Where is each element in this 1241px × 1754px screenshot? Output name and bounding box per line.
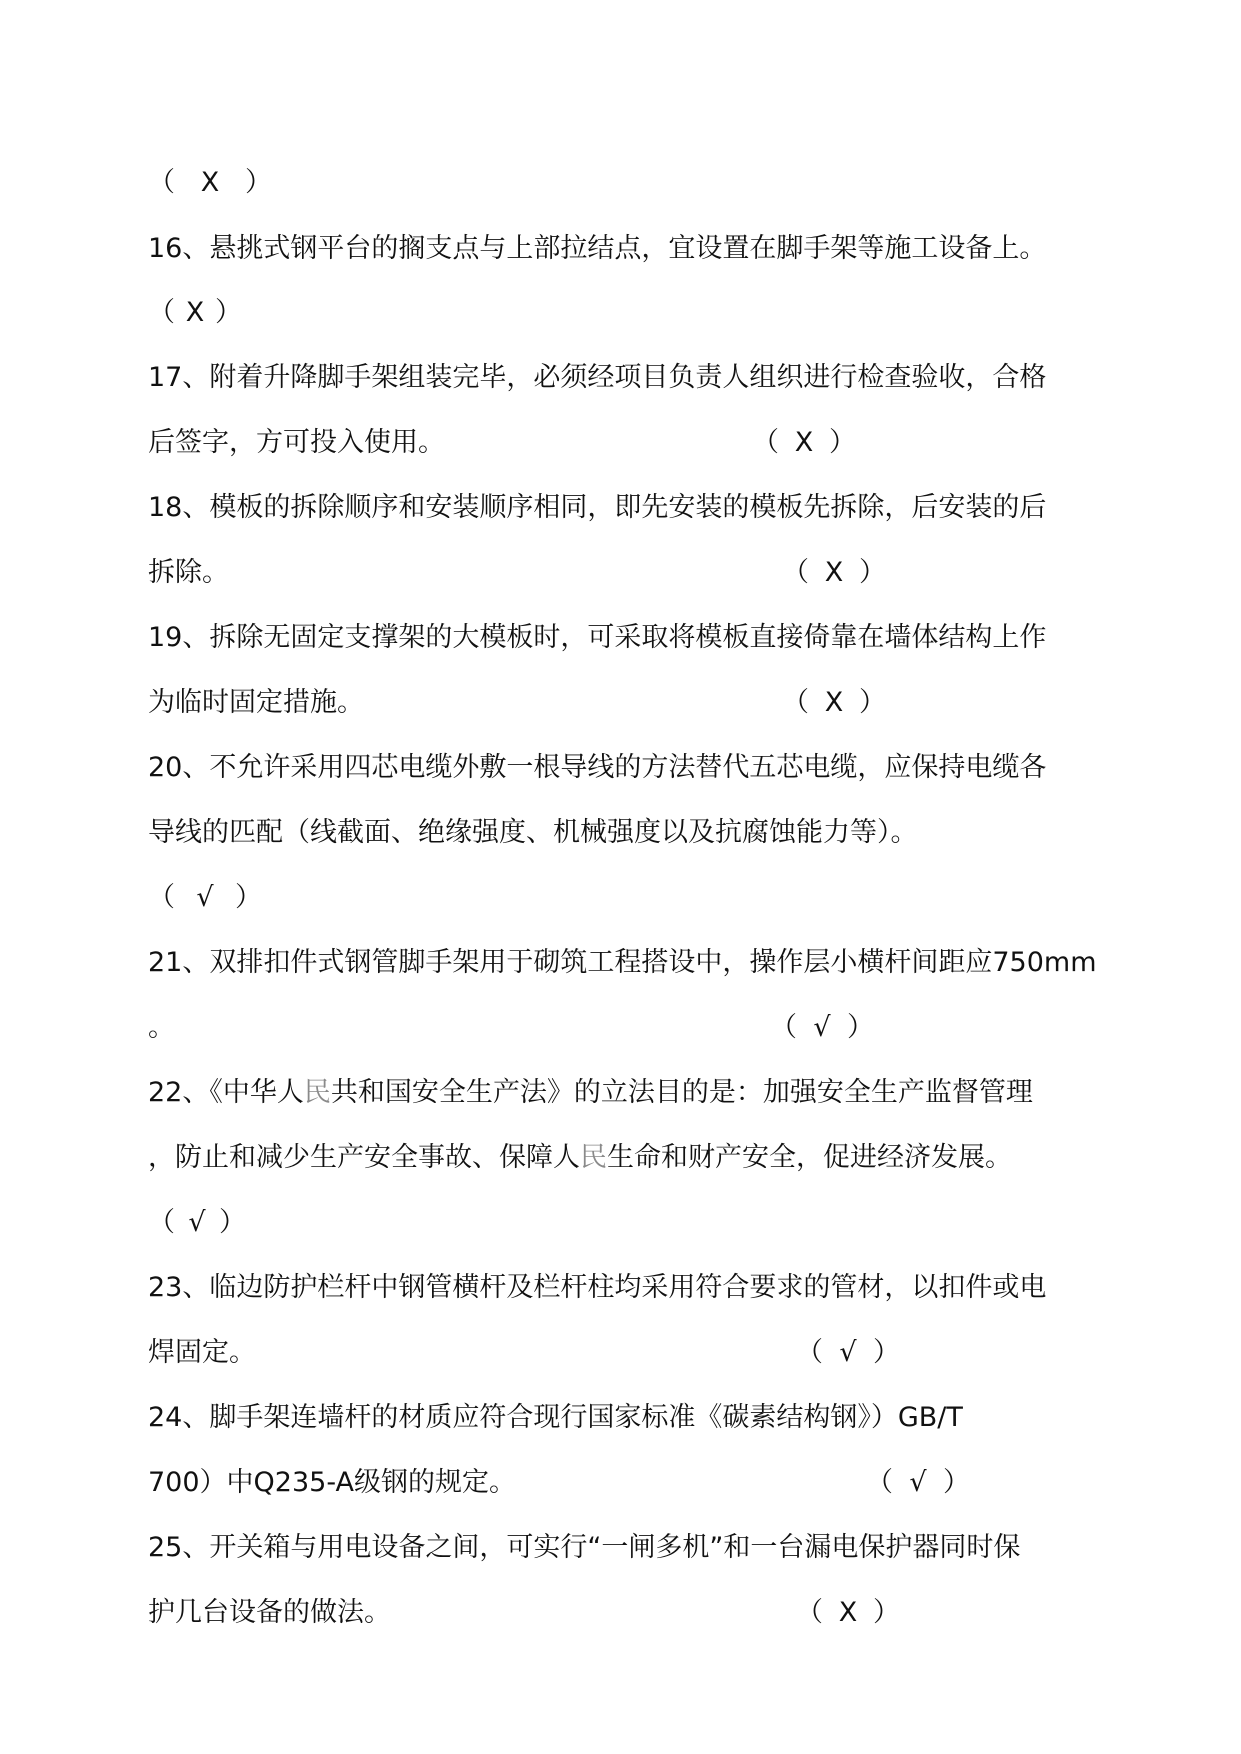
question-18-answer: （ X ） <box>782 557 886 588</box>
question-22-text-line2: ，防止和减少生产安全事故、保障人民生命和财产安全，促进经济发展。 <box>148 1142 1012 1173</box>
question-23-text-line2: 焊固定。 <box>148 1337 256 1368</box>
question-24-text-line1: 24、脚手架连墙杆的材质应符合现行国家标准《碳素结构钢》）GB/T <box>148 1402 963 1433</box>
question-25-answer: （ X ） <box>796 1597 900 1628</box>
question-20-answer: （ √ ） <box>148 882 262 913</box>
question-16-text: 16、悬挑式钢平台的搁支点与上部拉结点，宜设置在脚手架等施工设备上。 <box>148 233 1047 264</box>
question-19-text-line2: 为临时固定措施。 <box>148 687 364 718</box>
question-17-text-line1: 17、附着升降脚手架组装完毕，必须经项目负责人组织进行检查验收，合格 <box>148 362 1047 393</box>
question-22-text-line1: 22、《中华人民共和国安全生产法》的立法目的是：加强安全生产监督管理 <box>148 1077 1033 1108</box>
question-21-text-line1: 21、双排扣件式钢管脚手架用于砌筑工程搭设中，操作层小横杆间距应750mm <box>148 947 1097 978</box>
question-17-answer: （ X ） <box>752 427 856 458</box>
question-21-answer: （ √ ） <box>770 1012 874 1043</box>
question-20-text-line1: 20、不允许采用四芯电缆外敷一根导线的方法替代五芯电缆，应保持电缆各 <box>148 752 1047 783</box>
question-24-text-line2: 700）中Q235-A级钢的规定。 <box>148 1467 516 1498</box>
question-21-text-line2: 。 <box>148 1012 175 1043</box>
answer-mark: （ X ） <box>148 167 272 198</box>
question-17-text-line2: 后签字，方可投入使用。 <box>148 427 445 458</box>
question-23-answer: （ √ ） <box>796 1337 900 1368</box>
question-25-text-line2: 护几台设备的做法。 <box>148 1597 391 1628</box>
question-18-text-line1: 18、模板的拆除顺序和安装顺序相同，即先安装的模板先拆除，后安装的后 <box>148 492 1047 523</box>
question-23-text-line1: 23、临边防护栏杆中钢管横杆及栏杆柱均采用符合要求的管材，以扣件或电 <box>148 1272 1047 1303</box>
question-22-answer: （ √ ） <box>148 1207 246 1238</box>
question-20-text-line2: 导线的匹配（线截面、绝缘强度、机械强度以及抗腐蚀能力等）。 <box>148 817 918 848</box>
question-25-text-line1: 25、开关箱与用电设备之间，可实行“一闸多机”和一台漏电保护器同时保 <box>148 1532 1021 1563</box>
question-19-answer: （ X ） <box>782 687 886 718</box>
question-19-text-line1: 19、拆除无固定支撑架的大模板时，可采取将模板直接倚靠在墙体结构上作 <box>148 622 1047 653</box>
question-24-answer: （ √ ） <box>866 1467 970 1498</box>
question-16-answer: （ X ） <box>148 297 242 328</box>
question-18-text-line2: 拆除。 <box>148 557 229 588</box>
